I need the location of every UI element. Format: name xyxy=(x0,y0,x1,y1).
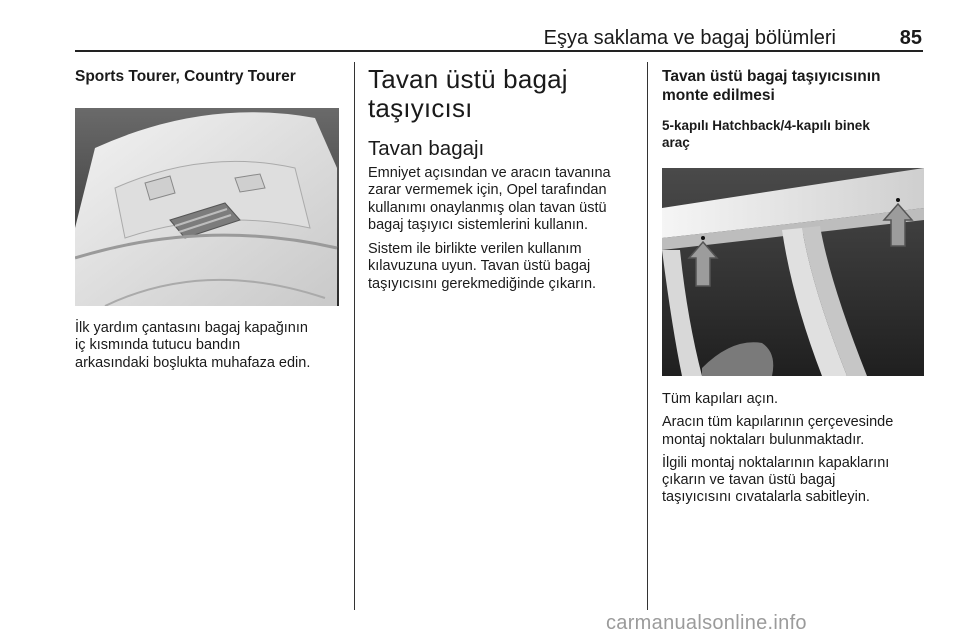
text-line: bagaj taşıyıcı sistemlerini kullanın. xyxy=(368,216,589,233)
text-line: İlk yardım çantasını bagaj kapağının xyxy=(75,320,308,336)
title-line: Tavan üstü bagaj xyxy=(368,64,568,94)
text-line: Tüm kapıları açın. xyxy=(662,391,779,407)
roof-rack-paragraph-2 xyxy=(368,241,633,293)
text-line: çıkarın ve tavan üstü bagaj xyxy=(662,472,836,489)
column-divider-1 xyxy=(354,62,355,610)
roof-mount-figure xyxy=(662,168,924,376)
section-title xyxy=(368,65,633,123)
text-line: Sistem ile birlikte verilen kullanım xyxy=(368,241,582,258)
installation-heading xyxy=(662,67,924,105)
tailgate-first-aid-compartment-icon xyxy=(75,108,339,306)
text-line: zarar vermemek için, Opel tarafından xyxy=(368,182,607,199)
subheading-line: 5-kapılı Hatchback/4-kapılı binek xyxy=(662,118,870,133)
installation-step-1 xyxy=(662,391,924,408)
roof-rack-paragraph-1 xyxy=(368,165,633,234)
text-line: kılavuzuna uyun. Tavan üstü bagaj xyxy=(368,258,591,275)
installation-step-2 xyxy=(662,414,924,449)
text-line: Emniyet açısından ve aracın tavanına xyxy=(368,165,611,181)
column-2 xyxy=(368,62,633,293)
title-line: taşıyıcısı xyxy=(368,93,473,123)
heading-line: monte edilmesi xyxy=(662,87,775,104)
column-3 xyxy=(662,62,924,151)
column-1-body xyxy=(75,320,345,372)
text-line: taşıyıcısını gerekmediğinde çıkarın. xyxy=(368,275,597,292)
subsection-title: Tavan bagajı xyxy=(368,137,485,160)
column-1 xyxy=(75,62,345,86)
text-line: montaj noktaları bulunmaktadır. xyxy=(662,431,865,448)
text-line: taşıyıcısını cıvatalarla sabitleyin. xyxy=(662,489,870,506)
roof-mounting-points-icon xyxy=(662,168,924,376)
section-heading-sports-tourer: Sports Tourer, Country Tourer xyxy=(75,68,296,85)
tailgate-figure xyxy=(75,108,339,306)
text-line: İlgili montaj noktalarının kapaklarını xyxy=(662,454,890,471)
text-line: Aracın tüm kapılarının çerçevesinde xyxy=(662,414,894,431)
text-line: arkasındaki boşlukta muhafaza edin. xyxy=(75,354,311,371)
vehicle-variant-subheading xyxy=(662,117,924,151)
installation-step-3 xyxy=(662,455,924,507)
text-line: iç kısmında tutucu bandın xyxy=(75,337,241,354)
subheading-line: araç xyxy=(662,135,690,150)
page-number: 85 xyxy=(899,27,922,49)
site-watermark: carmanualsonline.info xyxy=(606,612,807,634)
column-3-body xyxy=(662,391,924,507)
header-divider xyxy=(75,50,923,52)
text-line: kullanımı onaylanmış olan tavan üstü xyxy=(368,199,607,216)
heading-line: Tavan üstü bagaj taşıyıcısının xyxy=(662,68,881,85)
page-header-title: Eşya saklama ve bagaj bölümleri xyxy=(543,27,836,49)
first-aid-text xyxy=(75,320,345,372)
column-divider-2 xyxy=(647,62,648,610)
